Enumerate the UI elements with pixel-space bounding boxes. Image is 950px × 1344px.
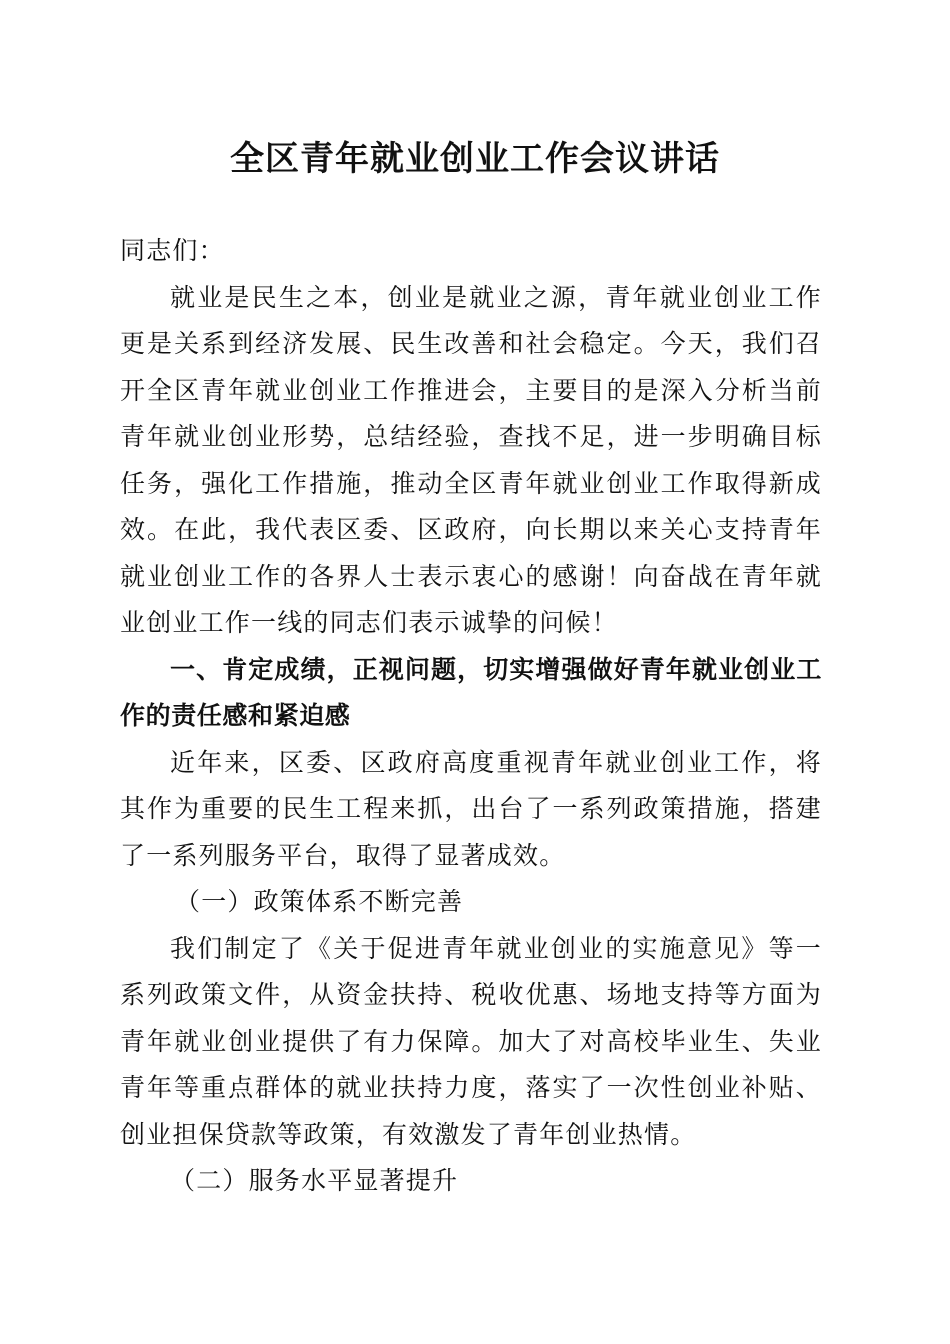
subsection-1-paragraph: 我们制定了《关于促进青年就业创业的实施意见》等一系列政策文件，从资金扶持、税收优惠、场地支持等方面为青年就业创业提供了有力保障。加大了对高校毕业生、失业青年等重点群体的就业扶持力度，落实了一次性创业补贴、创业担保贷款等政策，有效激发了青年创业热情。 xyxy=(120,933,822,1149)
intro-paragraph: 就业是民生之本，创业是就业之源，青年就业创业工作更是关系到经济发展、民生改善和社会稳定。今天，我们召开全区青年就业创业工作推进会，主要目的是深入分析当前青年就业创业形势，总结经验，查找不足，进一步明确目标任务，强化工作措施，推动全区青年就业创业工作取得新成效。在此，我代表区委、区政府，向长期以来关心支持青年就业创业工作的各界人士表示衷心的感谢！向奋战在青年就业创业工作一线的同志们表示诚挚的问候！ xyxy=(120,282,822,637)
section-1-intro-paragraph: 近年来，区委、区政府高度重视青年就业创业工作，将其作为重要的民生工程来抓，出台了一系列政策措施，搭建了一系列服务平台，取得了显著成效。 xyxy=(120,747,822,870)
document-title: 全区青年就业创业工作会议讲话 xyxy=(230,139,720,179)
section-1-heading: 一、肯定成绩，正视问题，切实增强做好青年就业创业工作的责任感和紧迫感 xyxy=(120,654,822,730)
subsection-1-heading: （一）政策体系不断完善 xyxy=(175,887,464,916)
document-body xyxy=(120,228,822,1205)
salutation: 同志们： xyxy=(120,236,225,265)
subsection-2-heading: （二）服务水平显著提升 xyxy=(170,1166,459,1195)
